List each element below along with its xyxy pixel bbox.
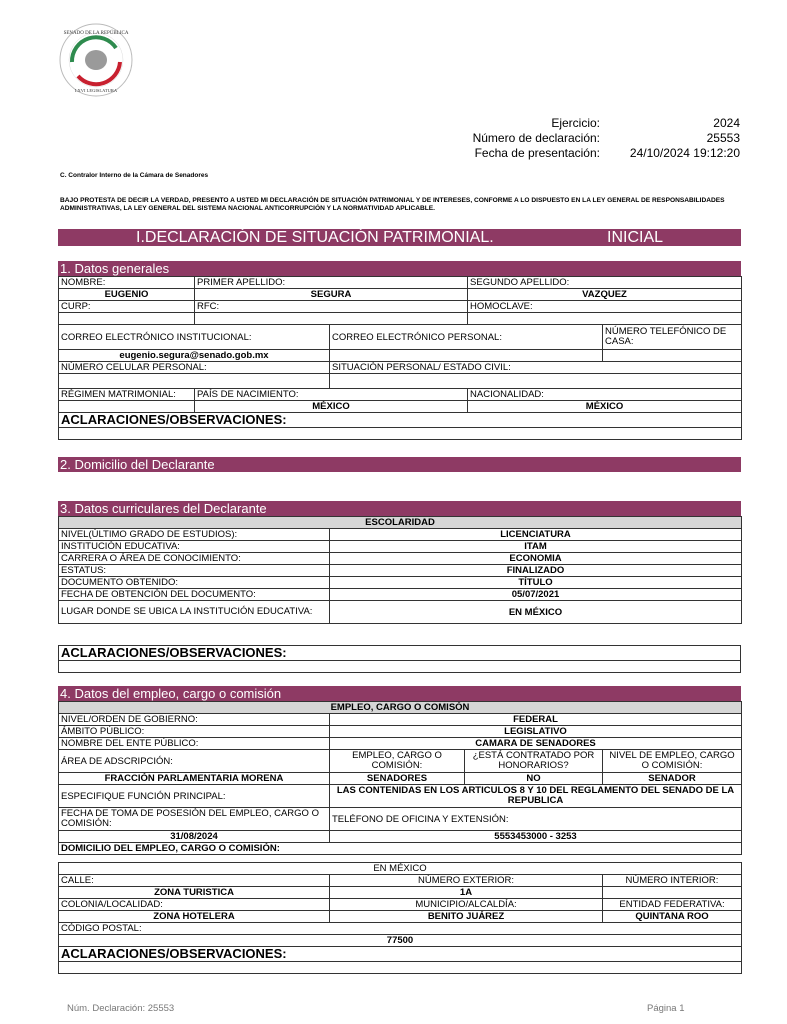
s1-obs-label: ACLARACIONES/OBSERVACIONES: [59,413,742,428]
section-4-header: 4. Datos del empleo, cargo o comisión [58,686,741,701]
regimen-value [59,401,195,413]
meta-numero: Número de declaración: 25553 [472,131,740,145]
rfc-label: RFC: [195,301,468,313]
section-3-header: 3. Datos curriculares del Declarante [58,501,741,516]
rfc-value [195,313,468,325]
num-int-label: NÚMERO INTERIOR: [603,875,742,887]
section-4-address-table [58,862,742,974]
entidad-value: QUINTANA ROO [603,911,742,923]
table-row: FECHA DE OBTENCIÓN DEL DOCUMENTO: 05/07/2021 [59,589,742,601]
declaration-meta [440,116,740,161]
table-row: NIVEL/ORDEN DE GOBIERNO: FEDERAL [59,714,742,726]
estado-civil-value [330,374,742,389]
nacionalidad-value: MÉXICO [468,401,742,413]
num-ext-value: 1A [330,887,603,899]
protest-statement: BAJO PROTESTA DE DECIR LA VERDAD, PRESENTO A USTED MI DECLARACIÓN DE SITUACIÓN PATRIMONIAL Y DE INTERESES, CONFORME A LO DISPUESTO EN LA LEY GENERAL DE RESPONSABILIDADES ADMINISTRATIVAS, LA LEY GENERAL DEL SISTEMA NACIONAL ANTICORRUPCIÓN Y LA NORMATIVIDAD APLICABLE. [60,197,725,212]
s4-obs-value [59,962,742,974]
s4-obs-label: ACLARACIONES/OBSERVACIONES: [59,947,742,962]
empleo-label: EMPLEO, CARGO O COMISIÓN: [330,750,465,773]
correo-inst-label: CORREO ELECTRÓNICO INSTITUCIONAL: [59,325,330,350]
fecha-posesion-label: FECHA DE TOMA DE POSESIÓN DEL EMPLEO, CARGO O COMISIÓN: [59,808,330,831]
apellido2-value: VAZQUEZ [468,289,742,301]
nombre-label: NOMBRE: [59,277,195,289]
funcion-label: ESPECIFIQUE FUNCIÓN PRINCIPAL: [59,785,330,808]
correo-inst-value: eugenio.segura@senado.gob.mx [59,350,330,362]
nombre-value: EUGENIO [59,289,195,301]
s1-obs-value [59,428,742,440]
nivel-label: NIVEL DE EMPLEO, CARGO O COMISIÓN: [603,750,742,773]
addressee: C. Contralor Interno de la Cámara de Senadores [60,172,209,179]
homoclave-label: HOMOCLAVE: [468,301,742,313]
table-row: ESTATUS: FINALIZADO [59,565,742,577]
funcion-value: LAS CONTENIDAS EN LOS ARTICULOS 8 Y 10 DEL REGLAMENTO DEL SENADO DE LA REPUBLICA [330,785,742,808]
empleo-subheader: EMPLEO, CARGO O COMISÓN [59,702,742,714]
section-3-obs [58,645,741,673]
table-row: NOMBRE DEL ENTE PÚBLICO: CAMARA DE SENADORES [59,738,742,750]
table-row: CARRERA O ÁREA DE CONOCIMIENTO: ECONOMIA [59,553,742,565]
table-row: ÁMBITO PÚBLICO: LEGISLATIVO [59,726,742,738]
footer-page-number: Página 1 [647,1003,685,1014]
meta-fecha: Fecha de presentación: 24/10/2024 19:12:20 [474,146,740,160]
colonia-label: COLONIA/LOCALIDAD: [59,899,330,911]
fecha-posesion-value: 31/08/2024 [59,831,330,843]
declaration-type: INICIAL [607,229,664,246]
tel-casa-value [603,350,742,362]
estado-civil-label: SITUACIÓN PERSONAL/ ESTADO CIVIL: [330,362,742,374]
calle-label: CALLE: [59,875,330,887]
apellido1-value: SEGURA [195,289,468,301]
escolaridad-subheader: ESCOLARIDAD [59,517,742,529]
num-int-value [603,887,742,899]
table-row: NIVEL(ÚLTIMO GRADO DE ESTUDIOS): LICENCIATURA [59,529,742,541]
num-ext-label: NÚMERO EXTERIOR: [330,875,603,887]
area-value: FRACCIÓN PARLAMENTARIA MORENA [59,773,330,785]
main-title-bar [58,229,741,246]
curp-label: CURP: [59,301,195,313]
calle-value: ZONA TURISTICA [59,887,330,899]
senado-seal-icon [58,22,134,98]
domicilio-label: DOMICILIO DEL EMPLEO, CARGO O COMISIÓN: [59,843,742,855]
regimen-label: RÉGIMEN MATRIMONIAL: [59,389,195,401]
telefono-value: 5553453000 - 3253 [330,831,742,843]
telefono-label: TELÉFONO DE OFICINA Y EXTENSIÓN: [330,808,742,831]
section-1-table [58,276,742,440]
nivel-value: SENADOR [603,773,742,785]
apellido1-label: PRIMER APELLIDO: [195,277,468,289]
cp-value: 77500 [59,935,742,947]
table-row: INSTITUCIÓN EDUCATIVA: ITAM [59,541,742,553]
tel-casa-label: NÚMERO TELEFÓNICO DE CASA: [603,325,742,350]
section-1-header: 1. Datos generales [58,261,741,276]
empleo-value: SENADORES [330,773,465,785]
honorarios-value: NO [465,773,603,785]
celular-value [59,374,330,389]
pais-label: PAÍS DE NACIMIENTO: [195,389,468,401]
table-row: DOCUMENTO OBTENIDO: TÍTULO [59,577,742,589]
senado-seal-logo [58,22,134,98]
entidad-label: ENTIDAD FEDERATIVA: [603,899,742,911]
section-4-table [58,701,742,855]
colonia-value: ZONA HOTELERA [59,911,330,923]
pais-value: MÉXICO [195,401,468,413]
table-row: LUGAR DONDE SE UBICA LA INSTITUCIÓN EDUCATIVA: EN MÉXICO [59,601,742,624]
curp-value [59,313,195,325]
municipio-value: BENITO JUÁREZ [330,911,603,923]
municipio-label: MUNICIPIO/ALCALDÍA: [330,899,603,911]
svg-text:LXVI LEGISLATURA: LXVI LEGISLATURA [74,88,118,93]
main-title: I.DECLARACIÓN DE SITUACIÓN PATRIMONIAL. [136,229,494,246]
correo-pers-label: CORREO ELECTRÓNICO PERSONAL: [330,325,603,350]
section-2-header: 2. Domicilio del Declarante [58,457,741,472]
cp-label: CÓDIGO POSTAL: [59,923,742,935]
celular-label: NÚMERO CELULAR PERSONAL: [59,362,330,374]
apellido2-label: SEGUNDO APELLIDO: [468,277,742,289]
footer-declaration-number: Núm. Declaración: 25553 [67,1003,175,1014]
correo-pers-value [330,350,603,362]
meta-ejercicio: Ejercicio: 2024 [551,116,740,130]
nacionalidad-label: NACIONALIDAD: [468,389,742,401]
section-3-table [58,516,742,624]
s3-obs-label: ACLARACIONES/OBSERVACIONES: [59,646,741,661]
ubicacion-value: EN MÉXICO [59,863,742,875]
svg-text:SENADO DE LA REPÚBLICA: SENADO DE LA REPÚBLICA [63,31,129,36]
area-label: ÁREA DE ADSCRIPCIÓN: [59,750,330,773]
homoclave-value [468,313,742,325]
honorarios-label: ¿ESTÁ CONTRATADO POR HONORARIOS? [465,750,603,773]
s3-obs-value [59,661,741,673]
